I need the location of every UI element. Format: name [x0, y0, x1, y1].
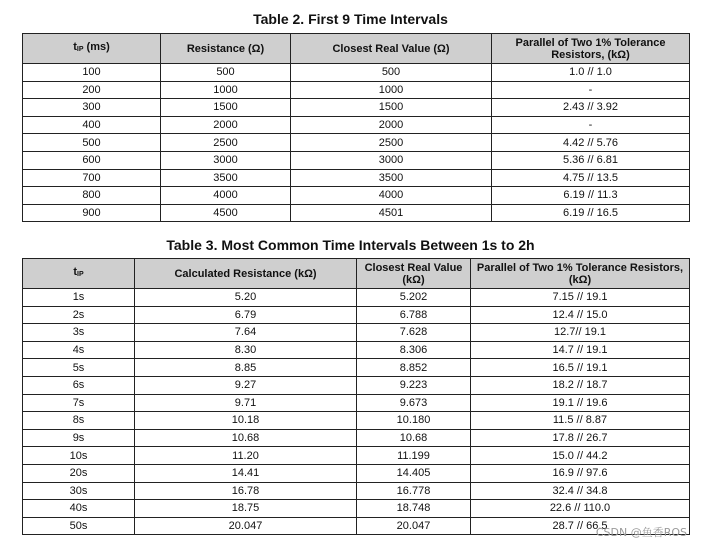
- table-cell: 1s: [23, 289, 135, 307]
- table-cell: 4000: [291, 187, 492, 205]
- table-cell: 6.788: [357, 306, 471, 324]
- table-row: [23, 376, 690, 394]
- table-row: [23, 99, 690, 117]
- table-cell: 9.27: [135, 376, 357, 394]
- header-calculated-resistance: Calculated Resistance (kΩ): [135, 259, 357, 289]
- table-cell: 11.20: [135, 447, 357, 465]
- header-parallel-resistors: Parallel of Two 1% Tolerance Resistors, (kΩ): [471, 259, 690, 289]
- table-cell: 7.15 // 19.1: [471, 289, 690, 307]
- table3-header-row: [23, 259, 690, 289]
- table-cell: 2000: [291, 116, 492, 134]
- table-row: [23, 517, 690, 535]
- table-cell: 600: [23, 151, 161, 169]
- table-cell: 4500: [161, 204, 291, 222]
- table-cell: 10.180: [357, 412, 471, 430]
- table-row: [23, 81, 690, 99]
- table-cell: 12.4 // 15.0: [471, 306, 690, 324]
- table-row: [23, 64, 690, 82]
- table3-title: Table 3. Most Common Time Intervals Between 1s to 2h: [166, 237, 535, 253]
- table-cell: -: [492, 81, 690, 99]
- table-cell: 14.41: [135, 464, 357, 482]
- table-cell: 2s: [23, 306, 135, 324]
- table-row: [23, 412, 690, 430]
- table-row: [23, 306, 690, 324]
- table-cell: 15.0 // 44.2: [471, 447, 690, 465]
- header-closest-real-value: Closest Real Value (Ω): [291, 34, 492, 64]
- table-cell: 10.68: [135, 429, 357, 447]
- table-row: [23, 289, 690, 307]
- table-cell: 2500: [161, 134, 291, 152]
- table-cell: 10.18: [135, 412, 357, 430]
- table-cell: 300: [23, 99, 161, 117]
- table-cell: 16.9 // 97.6: [471, 464, 690, 482]
- table-cell: 7s: [23, 394, 135, 412]
- table-cell: 16.78: [135, 482, 357, 500]
- table-cell: 16.5 // 19.1: [471, 359, 690, 377]
- table-row: [23, 500, 690, 518]
- table-row: [23, 359, 690, 377]
- table-cell: 1.0 // 1.0: [492, 64, 690, 82]
- table-cell: 7.64: [135, 324, 357, 342]
- table-cell: 11.5 // 8.87: [471, 412, 690, 430]
- table-cell: 20.047: [135, 517, 357, 535]
- table-cell: 2.43 // 3.92: [492, 99, 690, 117]
- table-cell: 100: [23, 64, 161, 82]
- table2-header-row: [23, 34, 690, 64]
- table-cell: 6.19 // 16.5: [492, 204, 690, 222]
- table-cell: 8.30: [135, 341, 357, 359]
- table-row: [23, 204, 690, 222]
- table-row: [23, 324, 690, 342]
- table-cell: 1500: [161, 99, 291, 117]
- table-row: [23, 429, 690, 447]
- table-cell: 20s: [23, 464, 135, 482]
- table-cell: 500: [291, 64, 492, 82]
- table-cell: 4.42 // 5.76: [492, 134, 690, 152]
- table-cell: 14.405: [357, 464, 471, 482]
- table-cell: 800: [23, 187, 161, 205]
- table-cell: 5.20: [135, 289, 357, 307]
- table-cell: 9.71: [135, 394, 357, 412]
- table-cell: 8.852: [357, 359, 471, 377]
- table-cell: 20.047: [357, 517, 471, 535]
- header-parallel-resistors: Parallel of Two 1% Tolerance Resistors, (kΩ): [492, 34, 690, 64]
- table-cell: 2000: [161, 116, 291, 134]
- table-cell: 4501: [291, 204, 492, 222]
- table-cell: 18.75: [135, 500, 357, 518]
- table-cell: 11.199: [357, 447, 471, 465]
- table-cell: 500: [23, 134, 161, 152]
- table2: [22, 33, 690, 222]
- table-cell: 12.7// 19.1: [471, 324, 690, 342]
- table-cell: 6.19 // 11.3: [492, 187, 690, 205]
- table-row: [23, 187, 690, 205]
- table-cell: 10.68: [357, 429, 471, 447]
- table-row: [23, 134, 690, 152]
- table-row: [23, 464, 690, 482]
- table-cell: 9.223: [357, 376, 471, 394]
- table-cell: 200: [23, 81, 161, 99]
- table-cell: 18.2 // 18.7: [471, 376, 690, 394]
- table-cell: 14.7 // 19.1: [471, 341, 690, 359]
- table-cell: 8.85: [135, 359, 357, 377]
- header-closest-real-value: Closest Real Value (kΩ): [357, 259, 471, 289]
- table-row: [23, 151, 690, 169]
- table-row: [23, 482, 690, 500]
- table-cell: 2500: [291, 134, 492, 152]
- table-cell: 9s: [23, 429, 135, 447]
- table-cell: 30s: [23, 482, 135, 500]
- table3: [22, 258, 690, 535]
- header-tip-ms: $t_{IP}$ (ms): [23, 34, 161, 64]
- table-cell: 3500: [291, 169, 492, 187]
- table-cell: 500: [161, 64, 291, 82]
- table-cell: 5s: [23, 359, 135, 377]
- table-cell: 8s: [23, 412, 135, 430]
- table-cell: 400: [23, 116, 161, 134]
- table-cell: 32.4 // 34.8: [471, 482, 690, 500]
- watermark: CSDN @鱼香ROS: [595, 526, 687, 539]
- table-cell: 900: [23, 204, 161, 222]
- table-cell: 6s: [23, 376, 135, 394]
- table-row: [23, 169, 690, 187]
- table-cell: 3000: [161, 151, 291, 169]
- table-cell: 4.75 // 13.5: [492, 169, 690, 187]
- table3-body: [23, 289, 690, 535]
- table-cell: 700: [23, 169, 161, 187]
- table-cell: 28.7 // 66.5: [471, 517, 690, 535]
- table-cell: 4s: [23, 341, 135, 359]
- table-cell: 19.1 // 19.6: [471, 394, 690, 412]
- table-cell: 5.202: [357, 289, 471, 307]
- table-cell: 4000: [161, 187, 291, 205]
- table-cell: -: [492, 116, 690, 134]
- table-cell: 18.748: [357, 500, 471, 518]
- table-cell: 3000: [291, 151, 492, 169]
- table-cell: 1500: [291, 99, 492, 117]
- table-cell: 3500: [161, 169, 291, 187]
- table-row: [23, 447, 690, 465]
- table-cell: 8.306: [357, 341, 471, 359]
- table-cell: 50s: [23, 517, 135, 535]
- table-cell: 7.628: [357, 324, 471, 342]
- table-cell: 9.673: [357, 394, 471, 412]
- table-cell: 17.8 // 26.7: [471, 429, 690, 447]
- header-resistance: Resistance (Ω): [161, 34, 291, 64]
- table-cell: 3s: [23, 324, 135, 342]
- table2-title: Table 2. First 9 Time Intervals: [253, 11, 448, 27]
- table-cell: 6.79: [135, 306, 357, 324]
- table-cell: 16.778: [357, 482, 471, 500]
- table-row: [23, 116, 690, 134]
- table-cell: 5.36 // 6.81: [492, 151, 690, 169]
- table-row: [23, 394, 690, 412]
- table-cell: 1000: [291, 81, 492, 99]
- table-row: [23, 341, 690, 359]
- table-cell: 40s: [23, 500, 135, 518]
- table-cell: 10s: [23, 447, 135, 465]
- table2-body: [23, 64, 690, 222]
- header-tip: $t_{IP}$: [23, 259, 135, 289]
- table-cell: 22.6 // 110.0: [471, 500, 690, 518]
- table-cell: 1000: [161, 81, 291, 99]
